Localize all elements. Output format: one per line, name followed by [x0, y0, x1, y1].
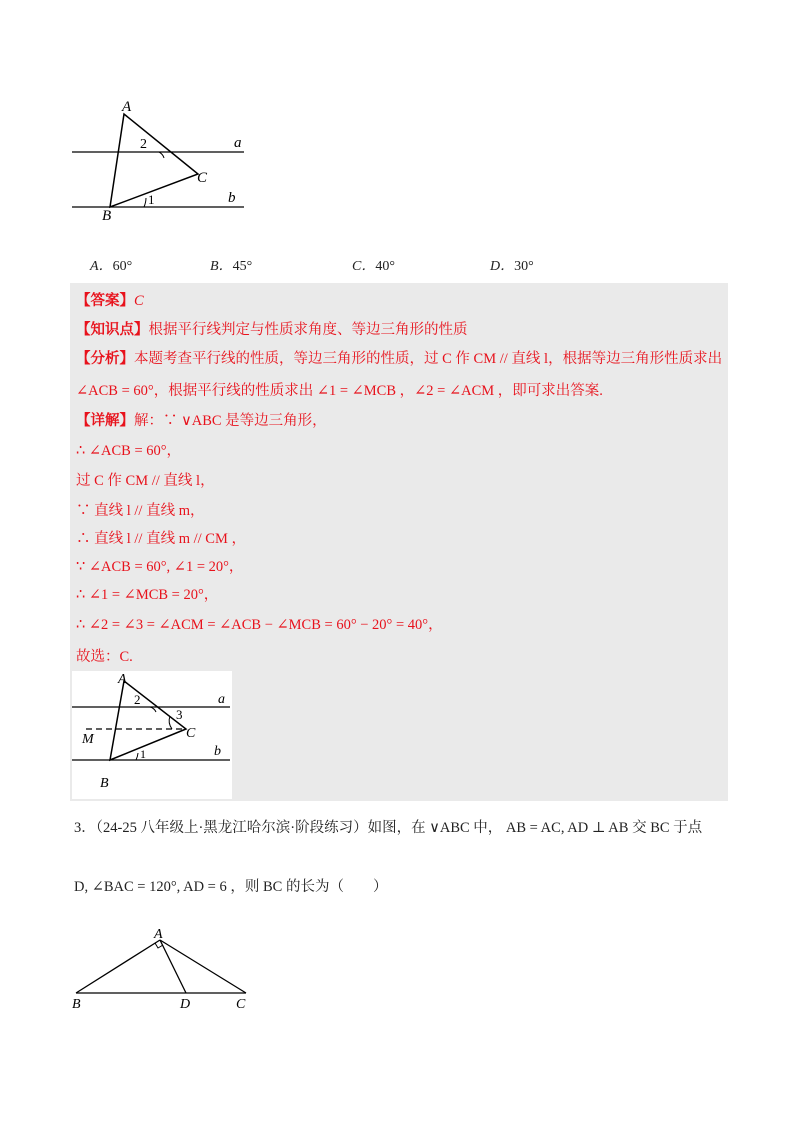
step-3: 过 C 作 CM // 直线 l， — [76, 473, 215, 489]
label-C: C — [197, 170, 208, 186]
label-b: b — [214, 744, 221, 759]
detail-line — [76, 409, 327, 430]
label-angle-1: 1 — [140, 747, 146, 761]
label-angle-1: 1 — [148, 192, 155, 207]
knowledge-point-line — [76, 318, 468, 339]
label-a: a — [234, 135, 242, 151]
step-9: 故选：C. — [76, 649, 133, 665]
option-value: 30° — [514, 259, 534, 274]
knowledge-point-tag: 【知识点】 — [76, 322, 149, 338]
label-B: B — [102, 208, 112, 222]
option-b[interactable] — [210, 255, 252, 275]
step-7: ∴ ∠1 = ∠MCB = 20°， — [76, 587, 219, 603]
analysis-line — [76, 347, 722, 368]
step-2: ∴ ∠ACB = 60°， — [76, 443, 182, 459]
figure-2-triangle-with-cm — [72, 671, 232, 799]
step-8: ∴ ∠2 = ∠3 = ∠ACM = ∠ACB − ∠MCB = 60° − 20° = 40°， — [76, 617, 443, 633]
label-angle-3: 3 — [176, 707, 183, 722]
label-a: a — [218, 692, 225, 707]
knowledge-point-text: 根据平行线判定与性质求角度、等边三角形的性质 — [148, 322, 468, 338]
label-M: M — [82, 732, 94, 747]
solution-box — [70, 283, 728, 801]
label-B: B — [100, 776, 109, 791]
answer-line — [76, 289, 144, 310]
figure-1-triangle — [64, 92, 264, 222]
detail-tag: 【详解】 — [76, 413, 134, 429]
option-c[interactable] — [352, 255, 395, 275]
label-C: C — [236, 997, 246, 1010]
detail-text-1: 解：∵ ∨ABC 是等边三角形， — [134, 413, 327, 429]
label-A: A — [118, 672, 127, 687]
step-4: ∵ 直线 l // 直线 m， — [76, 503, 205, 519]
answer-value: C — [134, 293, 144, 309]
option-value: 45° — [232, 259, 253, 274]
answer-options — [90, 255, 690, 279]
label-D: D — [180, 997, 191, 1010]
label-angle-2: 2 — [140, 137, 147, 152]
label-b: b — [228, 190, 236, 206]
option-value: 60° — [112, 259, 133, 274]
option-letter: C． — [352, 259, 376, 274]
option-letter: B． — [210, 259, 233, 274]
analysis-line-2: ∠ACB = 60°，根据平行线的性质求出 ∠1 = ∠MCB ，∠2 = ∠ACM ，即可求出答案. — [76, 383, 603, 399]
option-a[interactable] — [90, 255, 132, 275]
figure-3-triangle — [68, 924, 268, 1010]
label-B: B — [72, 997, 81, 1010]
question-3-line-1: 3．（24-25 八年级上·黑龙江哈尔滨·阶段练习）如图，在 ∨ABC 中， AB = AC, AD ⊥ AB 交 BC 于点 — [74, 820, 703, 836]
option-value: 40° — [375, 259, 395, 274]
analysis-text-1: 本题考查平行线的性质，等边三角形的性质，过 C 作 CM // 直线 l，根据等边三角形性质求出 — [134, 351, 723, 367]
answer-tag: 【答案】 — [76, 293, 134, 309]
label-angle-2: 2 — [134, 692, 141, 707]
option-letter: A． — [90, 259, 113, 274]
label-A: A — [154, 927, 163, 942]
label-A: A — [122, 99, 132, 115]
label-C: C — [186, 726, 196, 741]
option-d[interactable] — [490, 255, 534, 275]
question-3-line-2: D, ∠BAC = 120°, AD = 6 ，则 BC 的长为（ ） — [74, 879, 388, 895]
option-letter: D． — [490, 259, 515, 274]
step-6: ∵ ∠ACB = 60°, ∠1 = 20°， — [76, 559, 244, 575]
step-5: ∴ 直线 l // 直线 m // CM ， — [76, 531, 246, 547]
analysis-tag: 【分析】 — [76, 351, 134, 367]
